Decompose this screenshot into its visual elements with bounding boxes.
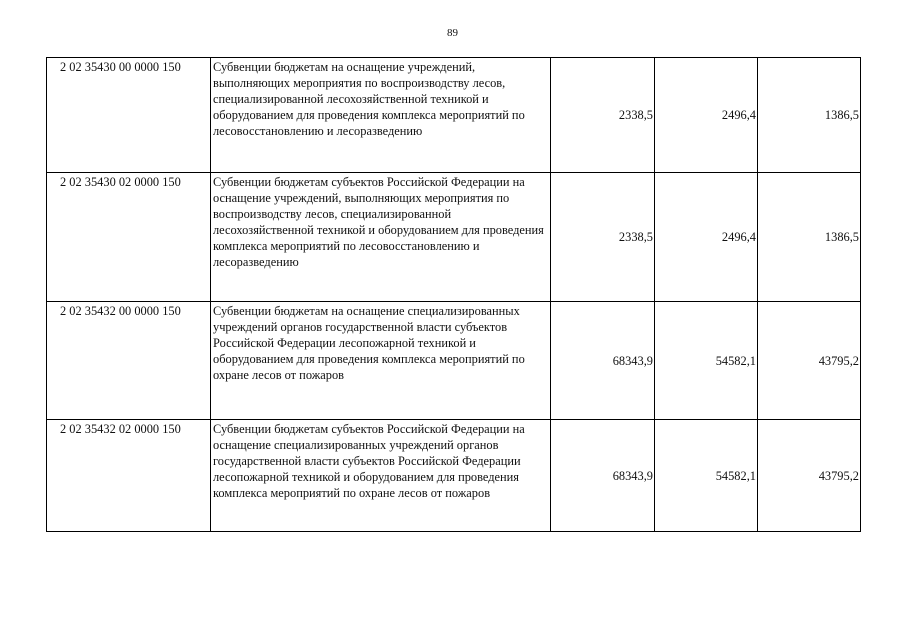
budget-code-cell: 2 02 35432 02 0000 150 [47,420,211,532]
description-cell: Субвенции бюджетам на оснащение специализированных учреждений органов государственной власти субъектов Российской Федерации лесопожарной техникой и оборудованием для проведения комплекса мероприятий по охране лесов от пожаров [211,302,551,420]
value-cell: 43795,2 [758,420,861,532]
value-cell: 1386,5 [758,173,861,302]
table-row [47,58,861,173]
budget-table [46,57,861,532]
value-cell: 2338,5 [551,173,655,302]
budget-code-cell: 2 02 35430 02 0000 150 [47,173,211,302]
value-cell: 68343,9 [551,302,655,420]
budget-code-cell: 2 02 35430 00 0000 150 [47,58,211,173]
page-number: 89 [447,27,458,39]
value-cell: 54582,1 [655,420,758,532]
value-cell: 2496,4 [655,173,758,302]
description-cell: Субвенции бюджетам субъектов Российской Федерации на оснащение учреждений, выполняющих мероприятия по воспроизводству лесов, специализированной лесохозяйственной техникой и оборудованием для проведения комплекса мероприятий по лесовосстановлению и лесоразведению [211,173,551,302]
table-row [47,302,861,420]
table-row [47,173,861,302]
value-cell: 68343,9 [551,420,655,532]
description-cell: Субвенции бюджетам субъектов Российской Федерации на оснащение специализированных учреждений органов государственной власти субъектов Российской Федерации лесопожарной техникой и оборудованием для проведения комплекса мероприятий по охране лесов от пожаров [211,420,551,532]
value-cell: 1386,5 [758,58,861,173]
table-row [47,420,861,532]
value-cell: 2496,4 [655,58,758,173]
description-cell: Субвенции бюджетам на оснащение учреждений, выполняющих мероприятия по воспроизводству лесов, специализированной лесохозяйственной техникой и оборудованием для проведения комплекса мероприятий по лесовосстановлению и лесоразведению [211,58,551,173]
budget-code-cell: 2 02 35432 00 0000 150 [47,302,211,420]
value-cell: 43795,2 [758,302,861,420]
value-cell: 2338,5 [551,58,655,173]
value-cell: 54582,1 [655,302,758,420]
